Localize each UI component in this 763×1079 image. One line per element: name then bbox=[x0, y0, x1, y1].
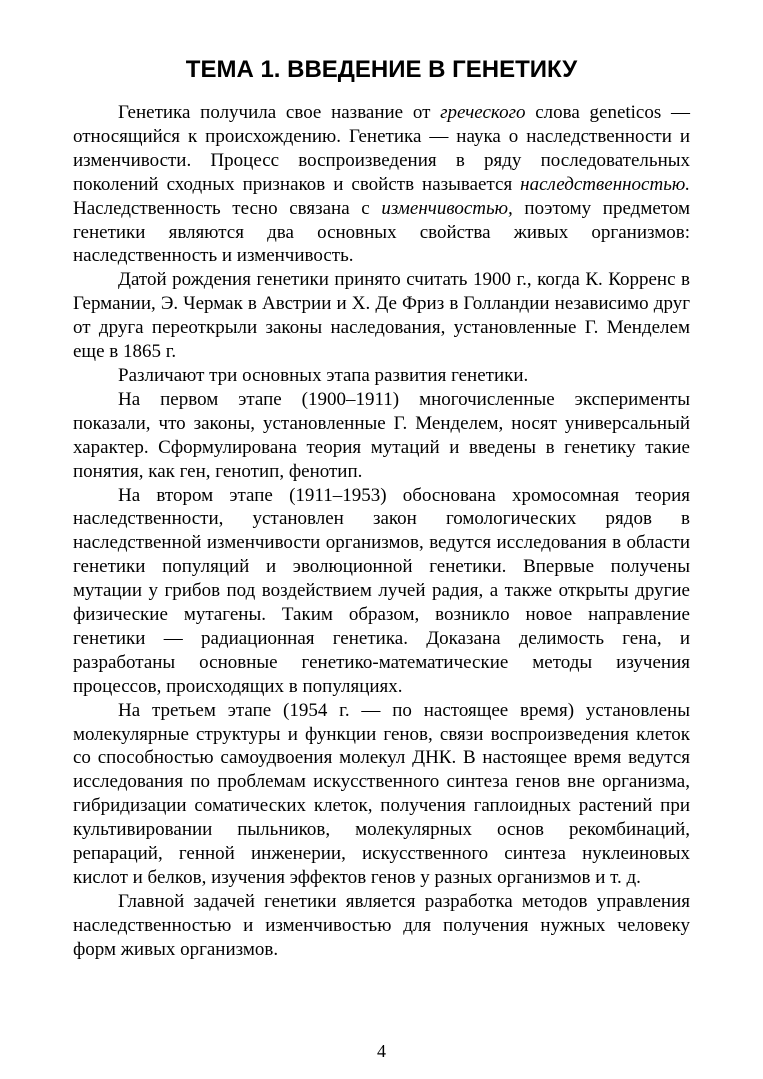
intro-text-1: Генетика получила свое название от bbox=[118, 102, 441, 123]
intro-text-2: слова geneticos — относящийся к происхождению. Генетика — наука о наследственности и изменчивости. Процесс воспроизведения в ряду последовательных поколений сходных признаков и свойств называется bbox=[73, 102, 690, 195]
intro-italic-variability: изменчивостью, bbox=[381, 197, 513, 219]
intro-text-4: поэтому предметом генетики являются два основных свойства живых организмов: наследственность и изменчивость. bbox=[73, 197, 690, 267]
intro-italic-greek: греческого bbox=[440, 102, 526, 123]
intro-text-3: Наследственность тесно связана с bbox=[73, 197, 382, 219]
document-body bbox=[73, 101, 690, 962]
paragraph-intro bbox=[73, 101, 690, 268]
intro-italic-heredity: наследственностью. bbox=[520, 173, 690, 195]
paragraph-main-task: Главной задачей генетики является разработка методов управления наследственностью и изменчивостью для получения нужных человеку форм живых организмов. bbox=[73, 890, 690, 960]
paragraph-second-stage: На втором этапе (1911–1953) обоснована хромосомная теория наследственности, установлен закон гомологических рядов в наследственной изменчивости организмов, ведутся исследования в области генетики популяций и эволюционной генетики. Впервые получены мутации у грибов под воздействием лучей радия, а также открыты другие физические мутагены. Таким образом, возникло новое направление генетики — радиационная генетика. Доказана делимость гена, и разработаны основные генетико-математические методы изучения процессов, происходящих в популяциях. bbox=[73, 484, 690, 697]
page-title: ТЕМА 1. ВВЕДЕНИЕ В ГЕНЕТИКУ bbox=[185, 56, 578, 83]
paragraph-first-stage: На первом этапе (1900–1911) многочисленные эксперименты показали, что законы, установленные Г. Менделем, носят универсальный характер. Сформулирована теория мутаций и введены в генетику такие понятия, как ген, генотип, фенотип. bbox=[73, 388, 690, 482]
paragraph-three-stages: Различают три основных этапа развития генетики. bbox=[118, 364, 529, 386]
paragraph-third-stage: На третьем этапе (1954 г. — по настоящее время) установлены молекулярные структуры и функции генов, связи воспроизведения клеток со способностью самоудвоения молекул ДНК. В настоящее время ведутся исследования по проблемам искусственного синтеза генов вне организма, гибридизации соматических клеток, получения гаплоидных растений при культивировании пыльников, молекулярных основ рекомбинаций, репараций, генной инженерии, искусственного синтеза нуклеиновых кислот и белков, изучения эффектов генов у разных организмов и т. д. bbox=[73, 699, 690, 888]
paragraph-birth-date: Датой рождения генетики принято считать 1900 г., когда К. Корренс в Германии, Э. Чермак в Австрии и Х. Де Фриз в Голландии независимо друг от друга переоткрыли законы наследования, установленные Г. Менделем еще в 1865 г. bbox=[73, 269, 690, 363]
page-number: 4 bbox=[377, 1041, 386, 1061]
